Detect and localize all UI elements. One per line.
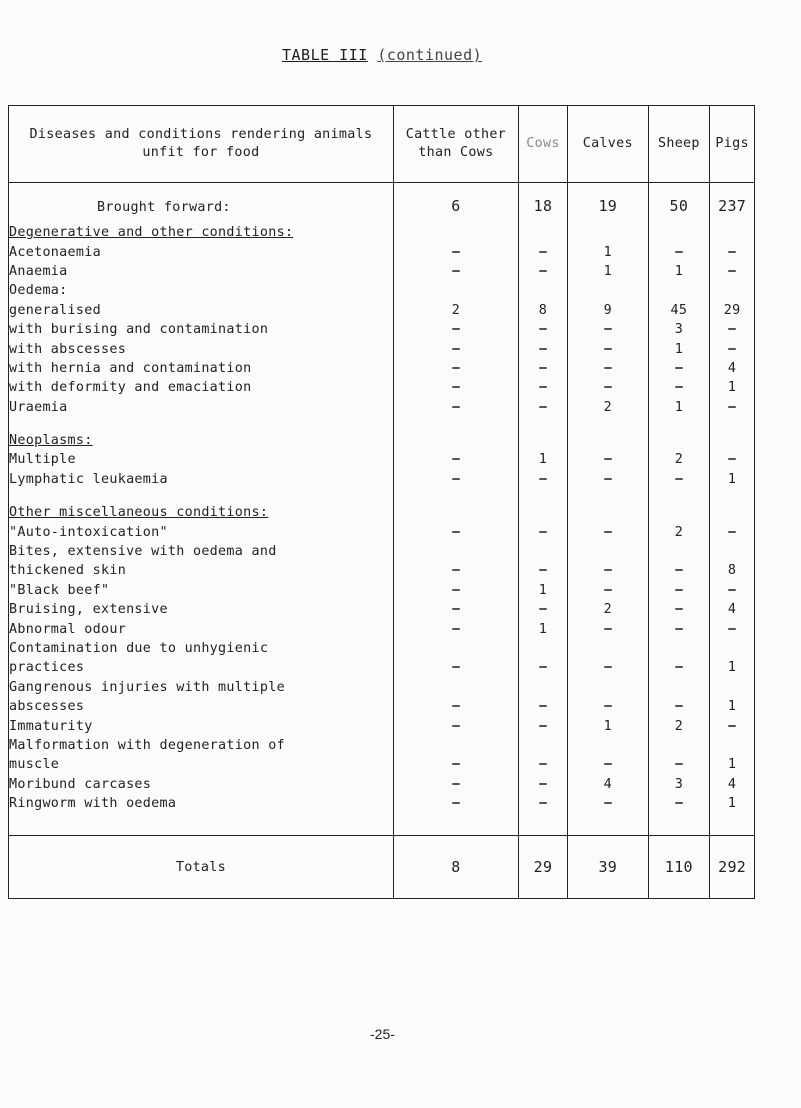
value-cell: 1 [710, 378, 755, 397]
empty-dash [518, 658, 567, 677]
row-label: Malformation with degeneration of [9, 736, 394, 755]
dash-mark [539, 251, 547, 253]
dash-mark [539, 367, 547, 369]
blank-cell [393, 281, 518, 300]
dash-mark [539, 569, 547, 571]
empty-dash [648, 697, 710, 716]
dash-mark [675, 705, 683, 707]
empty-dash [568, 755, 648, 774]
value-cell: 9 [568, 301, 648, 320]
empty-dash [393, 398, 518, 417]
dash-mark [539, 608, 547, 610]
empty-dash [393, 470, 518, 489]
section-heading: Neoplasms: [9, 431, 394, 450]
empty-dash [568, 359, 648, 378]
row-label: Contamination due to unhygienic [9, 639, 394, 658]
blank-cell [710, 736, 755, 755]
value-cell: 29 [710, 301, 755, 320]
row-label: Multiple [9, 450, 394, 469]
blank-cell [648, 542, 710, 561]
section-heading-row [9, 431, 755, 450]
row-label: generalised [9, 301, 394, 320]
dash-mark [675, 478, 683, 480]
value-cell: 4 [710, 775, 755, 794]
dash-mark [452, 386, 460, 388]
dash-mark [452, 569, 460, 571]
dash-mark [452, 348, 460, 350]
value-cell: 45 [648, 301, 710, 320]
empty-dash [710, 242, 755, 261]
empty-dash [648, 561, 710, 580]
blank-cell [568, 678, 648, 697]
totals-cell: 8 [393, 836, 518, 899]
value-cell: 1 [568, 716, 648, 735]
dash-mark [604, 628, 612, 630]
empty-dash [648, 378, 710, 397]
blank-cell [393, 639, 518, 658]
blank-cell [568, 736, 648, 755]
blank-cell [710, 678, 755, 697]
empty-dash [518, 359, 567, 378]
dash-mark [604, 348, 612, 350]
dash-mark [452, 589, 460, 591]
dash-mark [728, 251, 736, 253]
empty-dash [518, 470, 567, 489]
empty-dash [648, 581, 710, 600]
empty-dash [568, 697, 648, 716]
dash-mark [675, 802, 683, 804]
row-label: thickened skin [9, 561, 394, 580]
table-row [9, 320, 755, 339]
empty-dash [518, 242, 567, 261]
empty-dash [393, 658, 518, 677]
table-row [9, 619, 755, 638]
table-row [9, 378, 755, 397]
row-label: muscle [9, 755, 394, 774]
dash-mark [728, 348, 736, 350]
empty-dash [568, 619, 648, 638]
empty-dash [568, 450, 648, 469]
value-cell: 2 [648, 716, 710, 735]
table-row [9, 561, 755, 580]
row-label: Lymphatic leukaemia [9, 470, 394, 489]
dash-mark [539, 783, 547, 785]
empty-dash [710, 619, 755, 638]
value-cell: 1 [710, 470, 755, 489]
value-cell: 3 [648, 320, 710, 339]
dash-mark [604, 478, 612, 480]
value-cell: 1 [648, 262, 710, 281]
dash-mark [675, 386, 683, 388]
table-row [9, 281, 755, 300]
brought-forward-row [9, 183, 755, 216]
totals-cell: 110 [648, 836, 710, 899]
dash-mark [604, 589, 612, 591]
value-cell: 1 [648, 339, 710, 358]
row-label: Immaturity [9, 716, 394, 735]
gap-row [9, 489, 755, 503]
empty-dash [568, 794, 648, 813]
dash-mark [539, 386, 547, 388]
row-label: Abnormal odour [9, 619, 394, 638]
dash-mark [452, 531, 460, 533]
header-cows: Cows [518, 106, 567, 183]
value-cell: 2 [568, 398, 648, 417]
value-cell: 1 [518, 450, 567, 469]
empty-dash [393, 262, 518, 281]
empty-dash [648, 755, 710, 774]
blank-cell [648, 639, 710, 658]
disease-table [8, 105, 755, 899]
row-label: Gangrenous injuries with multiple [9, 678, 394, 697]
table-row [9, 542, 755, 561]
table-row [9, 678, 755, 697]
empty-dash [393, 522, 518, 541]
value-cell: 1 [710, 697, 755, 716]
header-cattle: Cattle other than Cows [393, 106, 518, 183]
value-cell: 8 [518, 301, 567, 320]
empty-dash [518, 339, 567, 358]
section-heading: Other miscellaneous conditions: [9, 503, 394, 522]
empty-dash [568, 561, 648, 580]
empty-dash [568, 320, 648, 339]
dash-mark [452, 406, 460, 408]
table-body [9, 183, 755, 814]
value-cell: 1 [518, 581, 567, 600]
table-row [9, 736, 755, 755]
value-cell: 2 [648, 522, 710, 541]
page-number: -25- [370, 1026, 395, 1042]
dash-mark [604, 763, 612, 765]
dash-mark [452, 478, 460, 480]
blank-cell [393, 678, 518, 697]
dash-mark [539, 705, 547, 707]
dash-mark [539, 406, 547, 408]
dash-mark [728, 328, 736, 330]
totals-cell: 29 [518, 836, 567, 899]
table-row [9, 716, 755, 735]
brought-forward-cell: 6 [393, 183, 518, 216]
dash-mark [604, 666, 612, 668]
value-cell: 4 [568, 775, 648, 794]
value-cell: 2 [568, 600, 648, 619]
empty-dash [393, 242, 518, 261]
empty-dash [393, 378, 518, 397]
brought-forward-cell: 18 [518, 183, 567, 216]
blank-cell [710, 281, 755, 300]
section-heading: Degenerative and other conditions: [9, 223, 394, 242]
dash-mark [675, 569, 683, 571]
table-row [9, 470, 755, 489]
dash-mark [452, 367, 460, 369]
blank-cell [393, 736, 518, 755]
row-label: with deformity and emaciation [9, 378, 394, 397]
dash-mark [539, 763, 547, 765]
blank-cell [518, 678, 567, 697]
value-cell: 8 [710, 561, 755, 580]
empty-dash [518, 378, 567, 397]
section-heading-row [9, 223, 755, 242]
empty-dash [568, 378, 648, 397]
dash-mark [728, 589, 736, 591]
dash-mark [452, 705, 460, 707]
table-title-continued: (continued) [377, 46, 483, 64]
table-title [282, 46, 482, 64]
table-row [9, 398, 755, 417]
empty-dash [710, 450, 755, 469]
empty-dash [518, 697, 567, 716]
empty-dash [710, 581, 755, 600]
empty-dash [518, 775, 567, 794]
dash-mark [675, 763, 683, 765]
value-cell: 2 [393, 301, 518, 320]
row-label: Moribund carcases [9, 775, 394, 794]
empty-dash [648, 470, 710, 489]
dash-mark [539, 270, 547, 272]
dash-mark [539, 478, 547, 480]
dash-mark [675, 589, 683, 591]
table-row [9, 359, 755, 378]
dash-mark [452, 251, 460, 253]
row-label: Oedema: [9, 281, 394, 300]
dash-mark [452, 608, 460, 610]
dash-mark [675, 367, 683, 369]
dash-mark [539, 802, 547, 804]
blank-cell [648, 678, 710, 697]
dash-mark [728, 406, 736, 408]
value-cell: 2 [648, 450, 710, 469]
brought-forward-cell: 50 [648, 183, 710, 216]
dash-mark [452, 458, 460, 460]
row-label: Uraemia [9, 398, 394, 417]
dash-mark [675, 251, 683, 253]
header-calves: Calves [568, 106, 648, 183]
empty-dash [648, 794, 710, 813]
row-label: with abscesses [9, 339, 394, 358]
header-diseases: Diseases and conditions rendering animals unfit for food [9, 106, 394, 183]
value-cell: 4 [710, 359, 755, 378]
value-cell: 1 [648, 398, 710, 417]
empty-dash [518, 320, 567, 339]
table-row [9, 262, 755, 281]
empty-dash [648, 619, 710, 638]
dash-mark [539, 666, 547, 668]
table-row [9, 775, 755, 794]
dash-mark [604, 705, 612, 707]
empty-dash [393, 561, 518, 580]
blank-cell [518, 281, 567, 300]
empty-dash [568, 658, 648, 677]
dash-mark [452, 725, 460, 727]
row-label: Acetonaemia [9, 242, 394, 261]
dash-mark [452, 666, 460, 668]
blank-cell [710, 639, 755, 658]
empty-dash [648, 359, 710, 378]
dash-mark [604, 367, 612, 369]
blank-cell [393, 542, 518, 561]
blank-cell [518, 639, 567, 658]
header-pigs: Pigs [710, 106, 755, 183]
totals-cell: 292 [710, 836, 755, 899]
empty-dash [393, 359, 518, 378]
empty-dash [568, 581, 648, 600]
spacer-row [9, 813, 755, 836]
table-row [9, 242, 755, 261]
totals-cell: 39 [568, 836, 648, 899]
empty-dash [710, 398, 755, 417]
value-cell: 3 [648, 775, 710, 794]
value-cell: 1 [518, 619, 567, 638]
table-row [9, 639, 755, 658]
dash-mark [452, 802, 460, 804]
dash-mark [728, 458, 736, 460]
row-label: Anaemia [9, 262, 394, 281]
gap-row [9, 417, 755, 431]
dash-mark [604, 802, 612, 804]
row-label: "Black beef" [9, 581, 394, 600]
value-cell: 1 [710, 658, 755, 677]
empty-dash [518, 716, 567, 735]
blank-cell [518, 736, 567, 755]
empty-dash [710, 320, 755, 339]
row-label: Bruising, extensive [9, 600, 394, 619]
blank-cell [518, 542, 567, 561]
row-label: practices [9, 658, 394, 677]
empty-dash [568, 339, 648, 358]
table-row [9, 658, 755, 677]
brought-forward-label: Brought forward: [9, 183, 394, 216]
value-cell: 1 [568, 262, 648, 281]
dash-mark [452, 270, 460, 272]
empty-dash [393, 775, 518, 794]
dash-mark [452, 628, 460, 630]
empty-dash [648, 658, 710, 677]
empty-dash [393, 581, 518, 600]
empty-dash [518, 794, 567, 813]
totals-label: Totals [9, 836, 394, 899]
empty-dash [518, 600, 567, 619]
empty-dash [568, 470, 648, 489]
dash-mark [604, 386, 612, 388]
blank-cell [568, 639, 648, 658]
table-row [9, 755, 755, 774]
blank-cell [648, 736, 710, 755]
dash-mark [728, 628, 736, 630]
empty-dash [518, 262, 567, 281]
dash-mark [728, 531, 736, 533]
empty-dash [518, 522, 567, 541]
dash-mark [675, 666, 683, 668]
dash-mark [539, 328, 547, 330]
empty-dash [648, 242, 710, 261]
dash-mark [728, 725, 736, 727]
dash-mark [452, 783, 460, 785]
value-cell: 4 [710, 600, 755, 619]
brought-forward-cell: 19 [568, 183, 648, 216]
blank-cell [648, 281, 710, 300]
empty-dash [518, 398, 567, 417]
dash-mark [675, 628, 683, 630]
table-title-main: TABLE III [282, 46, 368, 64]
dash-mark [452, 328, 460, 330]
table-row [9, 600, 755, 619]
table-row [9, 339, 755, 358]
table-row [9, 794, 755, 813]
dash-mark [675, 608, 683, 610]
dash-mark [604, 531, 612, 533]
value-cell: 1 [710, 794, 755, 813]
dash-mark [539, 725, 547, 727]
row-label: "Auto-intoxication" [9, 522, 394, 541]
row-label: Ringworm with oedema [9, 794, 394, 813]
empty-dash [393, 450, 518, 469]
dash-mark [604, 458, 612, 460]
table-row [9, 450, 755, 469]
blank-cell [568, 542, 648, 561]
empty-dash [393, 716, 518, 735]
table-row [9, 581, 755, 600]
empty-dash [648, 600, 710, 619]
table-row [9, 522, 755, 541]
gap-row [9, 215, 755, 223]
empty-dash [393, 755, 518, 774]
table-row [9, 697, 755, 716]
empty-dash [568, 522, 648, 541]
section-heading-row [9, 503, 755, 522]
empty-dash [393, 600, 518, 619]
row-label: with burising and contamination [9, 320, 394, 339]
blank-cell [568, 281, 648, 300]
totals-row [9, 836, 755, 899]
dash-mark [452, 763, 460, 765]
empty-dash [710, 716, 755, 735]
value-cell: 1 [568, 242, 648, 261]
dash-mark [728, 270, 736, 272]
blank-cell [710, 542, 755, 561]
row-label: with hernia and contamination [9, 359, 394, 378]
empty-dash [710, 339, 755, 358]
empty-dash [393, 320, 518, 339]
empty-dash [710, 522, 755, 541]
dash-mark [539, 348, 547, 350]
row-label: abscesses [9, 697, 394, 716]
row-label: Bites, extensive with oedema and [9, 542, 394, 561]
empty-dash [393, 339, 518, 358]
table-row [9, 301, 755, 320]
empty-dash [710, 262, 755, 281]
brought-forward-cell: 237 [710, 183, 755, 216]
totals-body [9, 813, 755, 899]
value-cell: 1 [710, 755, 755, 774]
header-row [9, 106, 755, 183]
dash-mark [604, 328, 612, 330]
dash-mark [604, 569, 612, 571]
empty-dash [393, 794, 518, 813]
empty-dash [518, 755, 567, 774]
empty-dash [518, 561, 567, 580]
dash-mark [539, 531, 547, 533]
header-sheep: Sheep [648, 106, 710, 183]
empty-dash [393, 619, 518, 638]
empty-dash [393, 697, 518, 716]
